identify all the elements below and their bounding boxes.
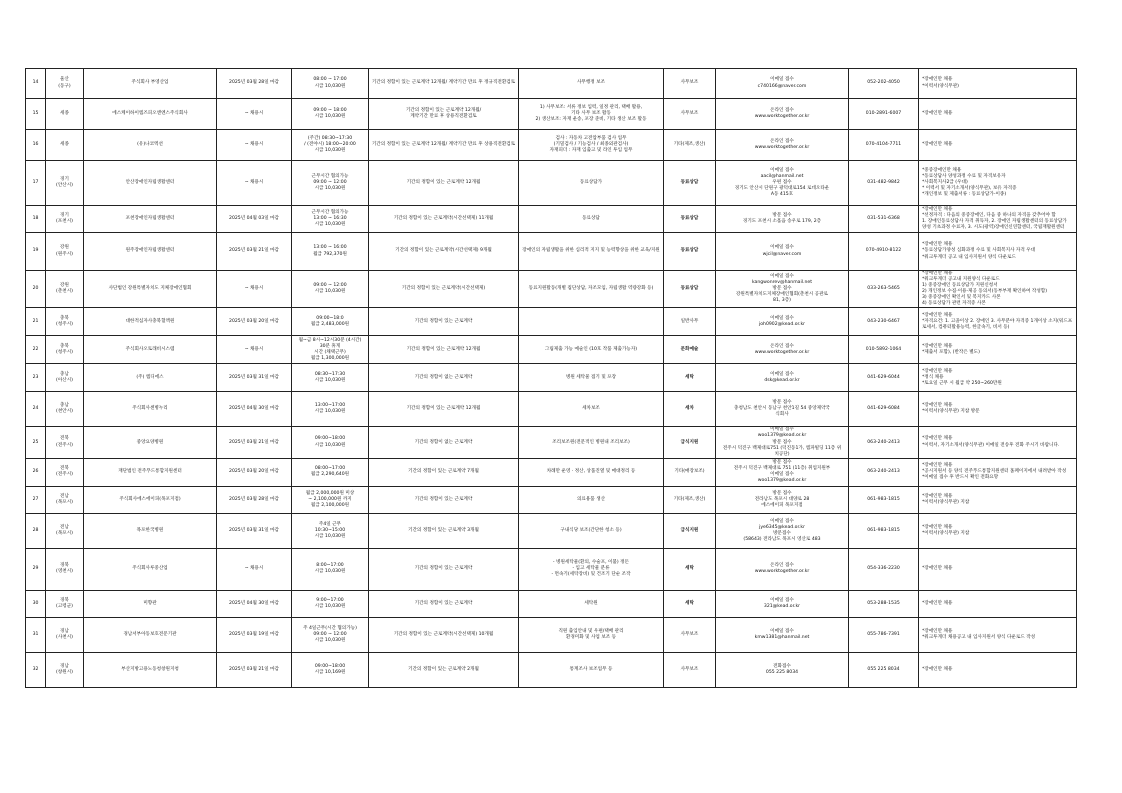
contract-cell: 기간의 정함이 있는 근로계약 12개월 (369, 336, 519, 364)
work-hours-cell: 09:00~18:0 월급 2,483,000원 (292, 308, 369, 336)
duty-cell: 동료상담가 (519, 161, 664, 206)
deadline-cell: 2025년 03월 31일 마감 (217, 513, 292, 548)
company-cell: 주식회사루중산업 (84, 548, 217, 590)
duty-cell: 검사 : 자동차 고전압부품 검사 업무 (기밀검사 / 기능검사 / 최종외관검사) 자재피더 : 자재 입출고 및 라인 투입 업무 (519, 130, 664, 161)
apply-method-cell: 방문 접수 전주시 덕진구 백제대로 751 (11층) 취업지원부 이메일 접수 woo1379@kead.or.kr (716, 458, 849, 486)
phone-cell: 052-202-4050 (849, 69, 919, 99)
notes-cell: *장애인만 채용 (919, 99, 1077, 130)
row-number-cell: 25 (26, 427, 46, 458)
table-body (26, 69, 1077, 688)
notes-cell: *장애인만 채용 *이력서(양식무관) 지참 (919, 486, 1077, 513)
row-number-cell: 28 (26, 513, 46, 548)
company-cell: 주식회사에스에이피(목포지점) (84, 486, 217, 513)
row-number-cell: 24 (26, 392, 46, 427)
contract-cell: 기간의 정함이 있는 근로계약 (369, 590, 519, 617)
duty-cell: 통계조사 보조업무 등 (519, 652, 664, 687)
deadline-cell: 2025년 03월 31일 마감 (217, 364, 292, 392)
company-cell: 주식회사센병누리 (84, 392, 217, 427)
apply-method-cell: 온라인 접수 www.worktogether.or.kr (716, 130, 849, 161)
deadline-cell: 2025년 03월 28일 마감 (217, 486, 292, 513)
contract-cell: 기간의 정함이 있는 근로계약 (369, 486, 519, 513)
phone-cell: 070-4104-7711 (849, 130, 919, 161)
work-hours-cell: 13:00~17:00 시급 10,030원 (292, 392, 369, 427)
apply-method-cell: 온라인 접수 www.worktogether.or.kr (716, 99, 849, 130)
region-cell: 울산 (동구) (46, 69, 84, 99)
company-cell: 안산장애인자립생활센터 (84, 161, 217, 206)
table-row (26, 271, 1077, 308)
apply-method-cell: 방문 접수 충청남도 천안시 동남구 천안1길 54 중앙제약국 식회사 (716, 392, 849, 427)
table-row (26, 130, 1077, 161)
duty-cell: 조리보조원(전문적인 병원내 조리보조) (519, 427, 664, 458)
company-cell: 에스케이하이엠즈피오앤엔스주식회사 (84, 99, 217, 130)
company-cell: (주) 엠디에스 (84, 364, 217, 392)
table-row (26, 99, 1077, 130)
apply-method-cell: 이메일 접수 dsk@kead.or.kr (716, 364, 849, 392)
region-cell: 경남 (사천시) (46, 617, 84, 652)
work-hours-cell: 월~금 8시~12시30분 (4시간) 30분 휴게 시간 (채택근무) 월급 1,300,000원 (292, 336, 369, 364)
duty-cell: 세탁원 (519, 590, 664, 617)
apply-method-cell: 온라인 접수 www.worktogether.or.kr (716, 548, 849, 590)
contract-cell: 기간의 정함이 있는 근로계약 12개월 (369, 161, 519, 206)
deadline-cell: 2025년 03월 21일 마감 (217, 652, 292, 687)
duty-cell: 사무행정 보조 (519, 69, 664, 99)
region-cell: 전남 (목포시) (46, 513, 84, 548)
region-cell: 경기 (안산시) (46, 161, 84, 206)
deadline-cell: 2025년 04월 30일 마감 (217, 590, 292, 617)
company-cell: 사단법인 강원특별자치도 지체장애인협회 (84, 271, 217, 308)
table-row (26, 652, 1077, 687)
job-type-cell: 사무보조 (664, 69, 716, 99)
row-number-cell: 23 (26, 364, 46, 392)
deadline-cell: ~ 채용시 (217, 336, 292, 364)
contract-cell: 기간의 정함이 없는 근로계약 (369, 364, 519, 392)
region-cell: 경북 (영천시) (46, 548, 84, 590)
apply-method-cell: 이메일 접수 kmw1381@hanmail.net (716, 617, 849, 652)
job-type-cell: 사무보조 (664, 617, 716, 652)
contract-cell: 기간의 정함이 있는 근로계약 2개월 (369, 652, 519, 687)
contract-cell: 기간의 정함이 있는 근로계약 12개월/ 계약기간 만료 후 상용직전환검토 (369, 130, 519, 161)
notes-cell: *장애인만 채용 *선정자격 : 다음의 중증장애인, 다음 중 하나의 자격을 갖추어야 함 1. 장애인동료상담사 자격 취득자, 2. 장애인 자립생활센터의 동료상담가 양성 기초과정 수료자, 3. 시도(광역)장애인신연합센터, 국립재활원센터 (919, 206, 1077, 233)
duty-cell: 동료상담 (519, 206, 664, 233)
table-row (26, 590, 1077, 617)
row-number-cell: 31 (26, 617, 46, 652)
phone-cell: 010-5892-1064 (849, 336, 919, 364)
phone-cell: 041-629-6044 (849, 364, 919, 392)
duty-cell: 직원 출입안내 및 우편/택배 관리 환경미화 및 사업 보조 등 (519, 617, 664, 652)
contract-cell: 기간의 정함이 없는 근로계약 (369, 427, 519, 458)
company-cell: 목포한국병원 (84, 513, 217, 548)
duty-cell: 세차보조 (519, 392, 664, 427)
work-hours-cell: 08:00 ~ 17:00 시급 10,030원 (292, 69, 369, 99)
notes-cell: *장애인만 채용 *제출서 포함), (반작은 별도) (919, 336, 1077, 364)
notes-cell: *장애인만 채용 *이력서, 자기소개서(양식무관) 이메일 전송후 전화 주시기 바랍니다. (919, 427, 1077, 458)
work-hours-cell: 09:00 ~ 18:00 시급 10,030원 (292, 99, 369, 130)
company-cell: (유)나코엑션 (84, 130, 217, 161)
job-type-cell: 세탁 (664, 590, 716, 617)
phone-cell: 010-2891-6007 (849, 99, 919, 130)
notes-cell: *장애인만 채용 *워크투게더 채용공고 내 입사지원서 양식 다운로드 작성 (919, 617, 1077, 652)
table-row (26, 392, 1077, 427)
work-hours-cell: (주간) 08:30~17:30 / (전야시) 18:00~20:00 시급 10,030원 (292, 130, 369, 161)
job-listing-table (25, 68, 1077, 688)
contract-cell: 기간의 정함이 있는 근로계약 12개월/ 계약기간 만료 후 상용직전환검토 (369, 99, 519, 130)
duty-cell: 구내식당 보조(간단한 청소 등) (519, 513, 664, 548)
contract-cell: 기간의 정함이 있는 근로계약 12개월/ 계약기간 만료 후 정규직전환검토 (369, 69, 519, 99)
table-row (26, 336, 1077, 364)
region-cell: 세종 (46, 99, 84, 130)
notes-cell: *장애인만 채용 *자격요건: 1. 고졸이상 2. 장애인 3. 사무분야 자격증 1개이상 소지(워드프 로세서, 컴퓨터활용능력, 한글속기, 비서 등) (919, 308, 1077, 336)
deadline-cell: 2025년 03월 21일 마감 (217, 427, 292, 458)
duty-cell: - 병원세탁물(환의, 수술포, 이불) 정돈 - 입고 세탁물 분류 - 면속기(세탁장비) 및 건조기 단순 조작 (519, 548, 664, 590)
region-cell: 경북 (고령군) (46, 590, 84, 617)
work-hours-cell: 9:00~17:00 시급 10,030원 (292, 590, 369, 617)
apply-method-cell: 이메일 접수 aacil@hanmail.net 우편 접수 경기도 안산시 단원구 광덕대로154 로데오타운 A동 415호 (716, 161, 849, 206)
contract-cell: 기간의 정함이 있는 근로계약 (369, 548, 519, 590)
duty-cell: 그림제출 가능 예술인 (10호 작품 제출가능자) (519, 336, 664, 364)
contract-cell: 기간의 정함이 있는 근로계약 12개월 (369, 392, 519, 427)
work-hours-cell: 09:00~18:00 시급 10,169원 (292, 652, 369, 687)
deadline-cell: 2025년 03월 20일 마감 (217, 308, 292, 336)
table-row (26, 458, 1077, 486)
deadline-cell: ~ 채용시 (217, 130, 292, 161)
region-cell: 전남 (목포시) (46, 486, 84, 513)
contract-cell: 기간의 정함이 있는 근로계약(시간선택제) 11개월 (369, 206, 519, 233)
company-cell: 경남서부아동보호전문기관 (84, 617, 217, 652)
apply-method-cell: 이메일 접수 kangwonrev@hanmail.net 방문 접수 강원특별자치도지체장애인협회(춘천시 공관로 81, 3층) (716, 271, 849, 308)
duty-cell (519, 308, 664, 336)
apply-method-cell: 이메일 접수 jye6345@kead.or.kr 방문접수 (58643) 전라남도 목포시 영산로 483 (716, 513, 849, 548)
table-row (26, 427, 1077, 458)
work-hours-cell: 09:00~18:00 시급 10,030원 (292, 427, 369, 458)
job-type-cell: 세탁 (664, 548, 716, 590)
row-number-cell: 18 (26, 206, 46, 233)
notes-cell: *장애인만 채용 (919, 652, 1077, 687)
row-number-cell: 32 (26, 652, 46, 687)
company-cell: 주식회사 부영산업 (84, 69, 217, 99)
notes-cell: *장애인만 채용 *동료상담가양성 심화과정 수료 및 사회복지사 자격 우대 *워크투게더 공고 내 입사지원서 양식 다운로드 (919, 233, 1077, 271)
notes-cell: *장애인만 채용 *이력서(양식무관) 지참 (919, 513, 1077, 548)
notes-cell: *장애인만 채용 *이력서(양식무관) (919, 69, 1077, 99)
contract-cell: 기간의 정함이 있는 근로계약 7개월 (369, 458, 519, 486)
notes-cell: *장애인만 채용 (919, 130, 1077, 161)
work-hours-cell: 8:00~17:00 시급 10,030원 (292, 548, 369, 590)
region-cell: 경기 (포천시) (46, 206, 84, 233)
job-type-cell: 급식지원 (664, 427, 716, 458)
job-type-cell: 일반사무 (664, 308, 716, 336)
deadline-cell: 2025년 03월 19일 마감 (217, 617, 292, 652)
work-hours-cell: 13:00 ~ 16:00 월급 792,370원 (292, 233, 369, 271)
phone-cell: 070-4910-8122 (849, 233, 919, 271)
work-hours-cell: 주4일 근무 10:30~15:00 시급 10,030원 (292, 513, 369, 548)
apply-method-cell: 이메일 접수 c740166@naver.com (716, 69, 849, 99)
row-number-cell: 15 (26, 99, 46, 130)
row-number-cell: 21 (26, 308, 46, 336)
apply-method-cell: 이메일 접수 joh0902@kead.or.kr (716, 308, 849, 336)
work-hours-cell: 08:30~17:30 시급 10,030원 (292, 364, 369, 392)
job-type-cell: 동료상담 (664, 161, 716, 206)
phone-cell: 031-531-6368 (849, 206, 919, 233)
job-type-cell: 동료상담 (664, 271, 716, 308)
contract-cell: 기간의 정함이 있는 근로계약(시간선택제) 9개월 (369, 233, 519, 271)
phone-cell: 031-482-9842 (849, 161, 919, 206)
company-cell: 미향관 (84, 590, 217, 617)
table-row (26, 206, 1077, 233)
company-cell: 대한적십자사충북혈액원 (84, 308, 217, 336)
duty-cell: 장애인의 자립생활을 위한 심리적 지지 및 능력향상을 위한 교육/지원 (519, 233, 664, 271)
job-type-cell: 기타(매장보조) (664, 458, 716, 486)
phone-cell: 054-336-2230 (849, 548, 919, 590)
deadline-cell: ~ 채용시 (217, 271, 292, 308)
work-hours-cell: 근무시간 협의가능 13:00 ~ 16:30 시급 10,030원 (292, 206, 369, 233)
phone-cell: 053-288-1535 (849, 590, 919, 617)
contract-cell: 기간의 정함이 있는 근로계약 (369, 308, 519, 336)
deadline-cell: ~ 채용시 (217, 99, 292, 130)
deadline-cell: 2025년 03월 20일 마감 (217, 458, 292, 486)
table-row (26, 364, 1077, 392)
phone-cell: 041-629-6084 (849, 392, 919, 427)
apply-method-cell: 전화접수 055 225 8034 (716, 652, 849, 687)
phone-cell: 033-263-5465 (849, 271, 919, 308)
job-type-cell: 급식지원 (664, 513, 716, 548)
duty-cell: 의료용품 생산 (519, 486, 664, 513)
row-number-cell: 22 (26, 336, 46, 364)
phone-cell: 043-230-6467 (849, 308, 919, 336)
notes-cell: *장애인만 채용 *정식 채용 *토요일 근무 시 월급 약 250~260만원 (919, 364, 1077, 392)
region-cell: 전북 (전주시) (46, 458, 84, 486)
company-cell: 재단법인 전주푸드통합지원센터 (84, 458, 217, 486)
region-cell: 강원 (원주시) (46, 233, 84, 271)
apply-method-cell: 방문 접수 경기도 포천시 소흘읍 송우로 179, 2층 (716, 206, 849, 233)
deadline-cell: 2025년 04월 03일 마감 (217, 206, 292, 233)
table-row (26, 308, 1077, 336)
notes-cell: *장애인만 채용 (919, 548, 1077, 590)
notes-cell: *장애인만 채용 *공시지원서 등 양식 전주푸드통합지원센터 홈페이지에서 내려받아 작성 *이메일 접수 후 반드시 확인 전화요망 (919, 458, 1077, 486)
contract-cell: 기간의 정함이 있는 근로계약 3개월 (369, 513, 519, 548)
work-hours-cell: 주 4일근무(시간 협의가능) 09:00 ~ 12:00 시급 10,030원 (292, 617, 369, 652)
job-type-cell: 동료상담 (664, 233, 716, 271)
duty-cell: 동료지원활동(개별 집단상담, 자조모임, 자립생활 역량강화 등) (519, 271, 664, 308)
work-hours-cell: 09:00 ~ 12:00 시급 10,030원 (292, 271, 369, 308)
notes-cell: *중증장애인만 채용 *동료상담사 양성과정 수료 및 자격보유자 *사회복지사2급 (우대) * 이력서 및 자기소개서(양식무관), 보유 자격증 *개인정보 및 제출서류 : 동료상담가-이종) (919, 161, 1077, 206)
contract-cell: 기간의 정함이 있는 근로계약(시간선택제) (369, 271, 519, 308)
job-type-cell: 동료상담 (664, 206, 716, 233)
contract-cell: 기간의 정함이 있는 근로계약(시간선택제) 10개월 (369, 617, 519, 652)
company-cell: 포천장애인자립생활센터 (84, 206, 217, 233)
apply-method-cell: 이메일 접수 wjcil@naver.com (716, 233, 849, 271)
apply-method-cell: 이메일 접수 woo1379@kead.or.kr 방문 접수 전주시 덕진구 백제대로751 (덕진동1가, 엠파빌딩 11층 위 치공단) (716, 427, 849, 458)
company-cell: 부산지방고용노동청창원지청 (84, 652, 217, 687)
work-hours-cell: 08:00~17:00 월급 2,290,640원 (292, 458, 369, 486)
work-hours-cell: 근무시간 협의가능 09:00 ~ 12:00 시급 10,030원 (292, 161, 369, 206)
job-type-cell: 사무보조 (664, 652, 716, 687)
notes-cell: *장애인만 채용 *워크투게더 공고내 지원양식 다운로드 1) 중증장애인 동료상담가 지원신청서 2) 개인정보 수집·이용·제공 동의서(동부부재 확인하여 작성함) 3) 중증장애인 확인서 및 복지카드 사본 4) 동료상담가 관련 자격증 사본 (919, 271, 1077, 308)
region-cell: 강원 (춘천시) (46, 271, 84, 308)
row-number-cell: 17 (26, 161, 46, 206)
work-hours-cell: 월급 2,000,000원 미상 ~ 2,100,000원 까지 월급 2,100,000원 (292, 486, 369, 513)
row-number-cell: 30 (26, 590, 46, 617)
table-row (26, 161, 1077, 206)
row-number-cell: 20 (26, 271, 46, 308)
region-cell: 전북 (전주시) (46, 427, 84, 458)
row-number-cell: 19 (26, 233, 46, 271)
company-cell: 원주장애인자립생활센터 (84, 233, 217, 271)
company-cell: 주식회사오토래비시스템 (84, 336, 217, 364)
row-number-cell: 26 (26, 458, 46, 486)
job-type-cell: 문화예술 (664, 336, 716, 364)
apply-method-cell: 이메일 접수 321@kead.or.kr (716, 590, 849, 617)
phone-cell: 061-983-1815 (849, 513, 919, 548)
deadline-cell: 2025년 04월 30일 마감 (217, 392, 292, 427)
deadline-cell: ~ 채용시 (217, 161, 292, 206)
phone-cell: 055-786-7391 (849, 617, 919, 652)
table-row (26, 233, 1077, 271)
phone-cell: 063-240-2413 (849, 458, 919, 486)
apply-method-cell: 온라인 접수 www.worktogether.or.kr (716, 336, 849, 364)
duty-cell: 차례만 운영 · 정산, 상품진열 및 매대정리 등 (519, 458, 664, 486)
row-number-cell: 16 (26, 130, 46, 161)
region-cell: 경남 (창원시) (46, 652, 84, 687)
notes-cell: *장애인만 채용 (919, 590, 1077, 617)
job-type-cell: 세탁 (664, 364, 716, 392)
region-cell: 충북 (청주시) (46, 308, 84, 336)
phone-cell: 063-240-2413 (849, 427, 919, 458)
region-cell: 충북 (청주시) (46, 336, 84, 364)
notes-cell: *장애인만 채용 *이력서(양식무관) 지참 방문 (919, 392, 1077, 427)
region-cell: 충남 (아산시) (46, 364, 84, 392)
phone-cell: 061-983-1815 (849, 486, 919, 513)
deadline-cell: ~ 채용시 (217, 548, 292, 590)
region-cell: 충남 (천안시) (46, 392, 84, 427)
row-number-cell: 29 (26, 548, 46, 590)
table-row (26, 69, 1077, 99)
row-number-cell: 14 (26, 69, 46, 99)
table-row (26, 486, 1077, 513)
deadline-cell: 2025년 03월 28일 마감 (217, 69, 292, 99)
table-row (26, 617, 1077, 652)
deadline-cell: 2025년 03월 21일 마감 (217, 233, 292, 271)
table-row (26, 548, 1077, 590)
job-type-cell: 기타(제조,생산) (664, 486, 716, 513)
region-cell: 세종 (46, 130, 84, 161)
job-type-cell: 세차 (664, 392, 716, 427)
row-number-cell: 27 (26, 486, 46, 513)
apply-method-cell: 방문 접수 전라남도 목포시 대양로 28 에스에이피 목포지점 (716, 486, 849, 513)
table-row (26, 513, 1077, 548)
job-type-cell: 사무보조 (664, 99, 716, 130)
duty-cell: 1) 사무보조: 서류 정보 입력, 일정 관리, 택배 활용, 기타 사무 보조 활동 2) 생산보조: 자재 운송, 포장 준비, 기타 생산 보조 활동 (519, 99, 664, 130)
phone-cell: 055 225 8034 (849, 652, 919, 687)
duty-cell: 병원 세탁물 접기 및 포장 (519, 364, 664, 392)
company-cell: 중앙요양병원 (84, 427, 217, 458)
job-type-cell: 기타(제조,생산) (664, 130, 716, 161)
